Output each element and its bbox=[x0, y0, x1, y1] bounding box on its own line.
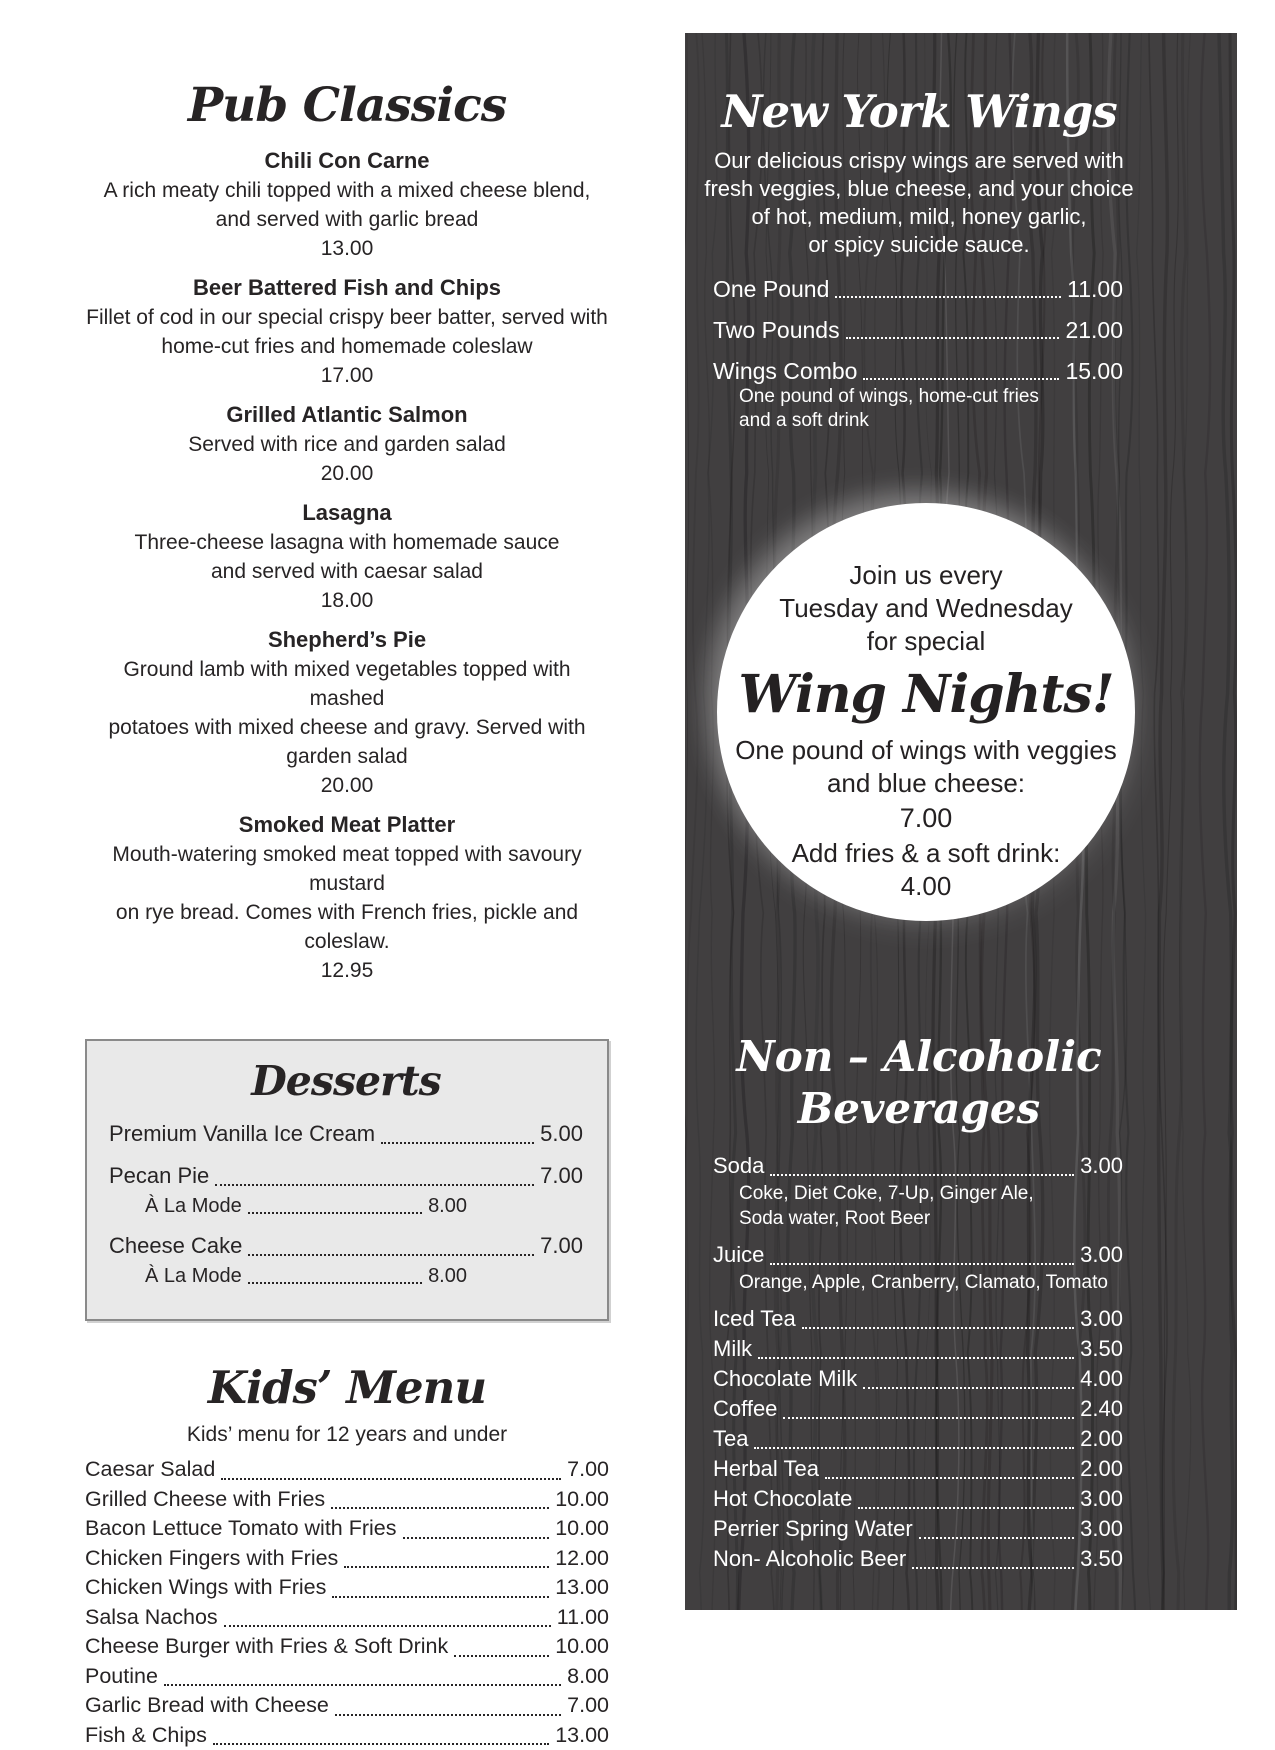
item-price: 17.00 bbox=[85, 361, 609, 390]
wings-description-line: Our delicious crispy wings are served with bbox=[699, 147, 1139, 175]
menu-row bbox=[699, 1394, 1139, 1424]
item-name: Caesar Salad bbox=[85, 1455, 215, 1485]
menu-row bbox=[699, 357, 1139, 385]
wing-nights-title: Wing Nights! bbox=[717, 664, 1135, 726]
item-price: 2.00 bbox=[1080, 1454, 1123, 1484]
desserts-items bbox=[109, 1119, 583, 1289]
dot-leader bbox=[919, 1537, 1074, 1539]
dot-leader bbox=[454, 1655, 549, 1657]
dot-leader bbox=[331, 1507, 549, 1509]
dot-leader bbox=[213, 1743, 549, 1745]
item-price: 12.95 bbox=[85, 956, 609, 985]
menu-row bbox=[699, 1454, 1139, 1484]
dot-leader bbox=[164, 1684, 561, 1686]
item-name: Herbal Tea bbox=[713, 1454, 819, 1484]
menu-row bbox=[699, 316, 1139, 344]
menu-row bbox=[85, 1514, 609, 1544]
item-price: 3.00 bbox=[1080, 1484, 1123, 1514]
item-name: Pecan Pie bbox=[109, 1161, 209, 1191]
item-price: 3.00 bbox=[1080, 1240, 1123, 1270]
item-name: Chocolate Milk bbox=[713, 1364, 857, 1394]
dot-leader bbox=[846, 337, 1060, 339]
item-price: 7.00 bbox=[540, 1231, 583, 1261]
dot-leader bbox=[858, 1507, 1074, 1509]
wings-description-line: of hot, medium, mild, honey garlic, bbox=[699, 203, 1139, 231]
dot-leader bbox=[754, 1447, 1074, 1449]
kids-menu-subtitle: Kids’ menu for 12 years and under bbox=[85, 1421, 609, 1449]
wing-nights-desc-line: and blue cheese: bbox=[717, 767, 1135, 800]
item-description: Mouth-watering smoked meat topped with savoury mustard bbox=[85, 840, 609, 898]
menu-row bbox=[85, 1485, 609, 1515]
right-panel bbox=[685, 33, 1237, 1610]
item-description: potatoes with mixed cheese and gravy. Served with garden salad bbox=[85, 713, 609, 771]
dot-leader bbox=[248, 1254, 534, 1256]
item-name: Poutine bbox=[85, 1662, 158, 1692]
menu-row bbox=[699, 275, 1139, 303]
item-name: Chicken Fingers with Fries bbox=[85, 1544, 338, 1574]
dot-leader bbox=[863, 1387, 1074, 1389]
pub-classics-item bbox=[85, 273, 609, 390]
item-name: Tea bbox=[713, 1424, 748, 1454]
item-description: and served with caesar salad bbox=[85, 557, 609, 586]
item-name: Two Pounds bbox=[713, 316, 840, 344]
item-sub-description: One pound of wings, home-cut fries bbox=[739, 385, 1139, 409]
item-price: 13.00 bbox=[85, 234, 609, 263]
dot-leader bbox=[835, 296, 1061, 298]
item-price: 18.00 bbox=[85, 586, 609, 615]
item-description: and served with garlic bread bbox=[85, 205, 609, 234]
item-name: Chili Con Carne bbox=[85, 146, 609, 176]
dot-leader bbox=[912, 1567, 1074, 1569]
item-name: Lasagna bbox=[85, 498, 609, 528]
item-price: 2.40 bbox=[1080, 1394, 1123, 1424]
menu-row bbox=[85, 1662, 609, 1692]
menu-row bbox=[699, 1334, 1139, 1364]
wings-section bbox=[699, 33, 1139, 433]
item-sub-description: Orange, Apple, Cranberry, Clamato, Tomato bbox=[739, 1270, 1139, 1295]
dot-leader bbox=[770, 1174, 1074, 1176]
menu-row bbox=[699, 1544, 1139, 1574]
item-name: Premium Vanilla Ice Cream bbox=[109, 1119, 375, 1149]
menu-row bbox=[85, 1455, 609, 1485]
item-name: À La Mode bbox=[145, 1193, 242, 1219]
menu-row bbox=[85, 1603, 609, 1633]
item-price: 2.00 bbox=[1080, 1424, 1123, 1454]
wing-nights-addon: Add fries & a soft drink: bbox=[717, 837, 1135, 870]
item-price: 8.00 bbox=[428, 1193, 467, 1219]
item-name: Juice bbox=[713, 1240, 764, 1270]
menu-row bbox=[699, 1364, 1139, 1394]
dot-leader bbox=[248, 1212, 422, 1214]
item-name: Grilled Atlantic Salmon bbox=[85, 400, 609, 430]
item-name: Beer Battered Fish and Chips bbox=[85, 273, 609, 303]
dot-leader bbox=[758, 1357, 1074, 1359]
menu-row bbox=[699, 1151, 1139, 1181]
dot-leader bbox=[344, 1566, 549, 1568]
dot-leader bbox=[381, 1142, 534, 1144]
item-price: 10.00 bbox=[555, 1632, 609, 1662]
pub-classics-item bbox=[85, 498, 609, 615]
item-price: 12.00 bbox=[555, 1544, 609, 1574]
menu-row bbox=[699, 1304, 1139, 1334]
dot-leader bbox=[215, 1184, 534, 1186]
item-price: 7.00 bbox=[567, 1455, 609, 1485]
menu-row bbox=[699, 1484, 1139, 1514]
item-sub-description: and a soft drink bbox=[739, 409, 1139, 433]
pub-classics-items bbox=[85, 146, 609, 985]
item-price: 10.00 bbox=[555, 1485, 609, 1515]
wing-nights-description bbox=[717, 734, 1135, 800]
menu-row bbox=[85, 1721, 609, 1750]
item-name: Cheese Cake bbox=[109, 1231, 242, 1261]
item-name: Fish & Chips bbox=[85, 1721, 207, 1750]
item-description: Served with rice and garden salad bbox=[85, 430, 609, 459]
menu-row bbox=[145, 1263, 467, 1289]
new-york-wings-items bbox=[699, 275, 1139, 433]
desserts-title: Desserts bbox=[109, 1055, 583, 1107]
wings-description-line: fresh veggies, blue cheese, and your choice bbox=[699, 175, 1139, 203]
menu-row bbox=[109, 1161, 583, 1191]
wing-nights-intro-line: for special bbox=[717, 625, 1135, 658]
wing-nights-addon-price: 4.00 bbox=[717, 870, 1135, 903]
item-price: 20.00 bbox=[85, 771, 609, 800]
item-name: Soda bbox=[713, 1151, 764, 1181]
item-name: Non- Alcoholic Beer bbox=[713, 1544, 906, 1574]
beverages-items bbox=[699, 1151, 1139, 1574]
item-description: A rich meaty chili topped with a mixed cheese blend, bbox=[85, 176, 609, 205]
wing-nights-intro bbox=[717, 559, 1135, 658]
wing-nights-circle bbox=[717, 503, 1135, 921]
item-name: Perrier Spring Water bbox=[713, 1514, 913, 1544]
item-price: 8.00 bbox=[428, 1263, 467, 1289]
item-description: on rye bread. Comes with French fries, pickle and coleslaw. bbox=[85, 898, 609, 956]
menu-row bbox=[85, 1632, 609, 1662]
menu-row bbox=[699, 1424, 1139, 1454]
wing-nights-desc-line: One pound of wings with veggies bbox=[717, 734, 1135, 767]
pub-classics-item bbox=[85, 810, 609, 985]
menu-row bbox=[145, 1193, 467, 1219]
menu-row bbox=[85, 1573, 609, 1603]
item-sub-description: Soda water, Root Beer bbox=[739, 1206, 1139, 1231]
item-name: Chicken Wings with Fries bbox=[85, 1573, 326, 1603]
menu-row bbox=[109, 1231, 583, 1261]
item-name: Grilled Cheese with Fries bbox=[85, 1485, 325, 1515]
item-price: 11.00 bbox=[1067, 275, 1123, 303]
dot-leader bbox=[248, 1282, 422, 1284]
pub-classics-item bbox=[85, 400, 609, 488]
item-price: 20.00 bbox=[85, 459, 609, 488]
pub-classics-item bbox=[85, 146, 609, 263]
item-price: 3.00 bbox=[1080, 1304, 1123, 1334]
item-description: Fillet of cod in our special crispy beer batter, served with bbox=[85, 303, 609, 332]
item-price: 5.00 bbox=[540, 1119, 583, 1149]
menu-row bbox=[85, 1691, 609, 1721]
item-description: Ground lamb with mixed vegetables topped with mashed bbox=[85, 655, 609, 713]
menu-row bbox=[699, 1240, 1139, 1270]
item-sub-description: Coke, Diet Coke, 7-Up, Ginger Ale, bbox=[739, 1181, 1139, 1206]
dot-leader bbox=[802, 1327, 1074, 1329]
new-york-wings-description bbox=[699, 147, 1139, 259]
item-name: Shepherd’s Pie bbox=[85, 625, 609, 655]
menu-row bbox=[85, 1544, 609, 1574]
beverages-title: Non – Alcoholic Beverages bbox=[699, 1031, 1139, 1135]
item-price: 4.00 bbox=[1080, 1364, 1123, 1394]
wing-nights-intro-line: Join us every bbox=[717, 559, 1135, 592]
wing-nights-price: 7.00 bbox=[717, 800, 1135, 837]
dot-leader bbox=[332, 1596, 549, 1598]
wings-description-line: or spicy suicide sauce. bbox=[699, 231, 1139, 259]
item-price: 3.00 bbox=[1080, 1151, 1123, 1181]
pub-classics-item bbox=[85, 625, 609, 800]
item-name: One Pound bbox=[713, 275, 829, 303]
item-price: 13.00 bbox=[555, 1721, 609, 1750]
kids-menu-items bbox=[85, 1455, 609, 1750]
new-york-wings-title: New York Wings bbox=[699, 33, 1139, 139]
item-name: Milk bbox=[713, 1334, 752, 1364]
dot-leader bbox=[335, 1714, 561, 1716]
menu-row bbox=[699, 1514, 1139, 1544]
item-price: 11.00 bbox=[557, 1603, 609, 1633]
kids-menu-title: Kids’ Menu bbox=[85, 1361, 609, 1415]
dot-leader bbox=[221, 1478, 561, 1480]
dot-leader bbox=[770, 1263, 1074, 1265]
dot-leader bbox=[403, 1537, 550, 1539]
desserts-box bbox=[85, 1039, 609, 1321]
beverages-section bbox=[699, 1031, 1139, 1574]
item-price: 7.00 bbox=[540, 1161, 583, 1191]
wing-nights-intro-line: Tuesday and Wednesday bbox=[717, 592, 1135, 625]
dot-leader bbox=[783, 1417, 1074, 1419]
item-name: Coffee bbox=[713, 1394, 777, 1424]
item-price: 13.00 bbox=[555, 1573, 609, 1603]
item-price: 21.00 bbox=[1065, 316, 1123, 344]
item-name: Cheese Burger with Fries & Soft Drink bbox=[85, 1632, 448, 1662]
item-name: Smoked Meat Platter bbox=[85, 810, 609, 840]
item-price: 10.00 bbox=[555, 1514, 609, 1544]
item-name: Iced Tea bbox=[713, 1304, 796, 1334]
item-price: 8.00 bbox=[567, 1662, 609, 1692]
dot-leader bbox=[224, 1625, 551, 1627]
item-name: Wings Combo bbox=[713, 357, 857, 385]
item-price: 7.00 bbox=[567, 1691, 609, 1721]
item-price: 15.00 bbox=[1065, 357, 1123, 385]
item-name: Salsa Nachos bbox=[85, 1603, 218, 1633]
item-description: Three-cheese lasagna with homemade sauce bbox=[85, 528, 609, 557]
item-price: 3.50 bbox=[1080, 1544, 1123, 1574]
item-name: Bacon Lettuce Tomato with Fries bbox=[85, 1514, 397, 1544]
item-price: 3.50 bbox=[1080, 1334, 1123, 1364]
left-column bbox=[85, 78, 609, 1750]
dot-leader bbox=[863, 378, 1059, 380]
item-name: À La Mode bbox=[145, 1263, 242, 1289]
item-name: Garlic Bread with Cheese bbox=[85, 1691, 329, 1721]
item-description: home-cut fries and homemade coleslaw bbox=[85, 332, 609, 361]
dot-leader bbox=[825, 1477, 1074, 1479]
menu-row bbox=[109, 1119, 583, 1149]
pub-classics-title: Pub Classics bbox=[85, 78, 609, 134]
item-name: Hot Chocolate bbox=[713, 1484, 852, 1514]
item-price: 3.00 bbox=[1080, 1514, 1123, 1544]
